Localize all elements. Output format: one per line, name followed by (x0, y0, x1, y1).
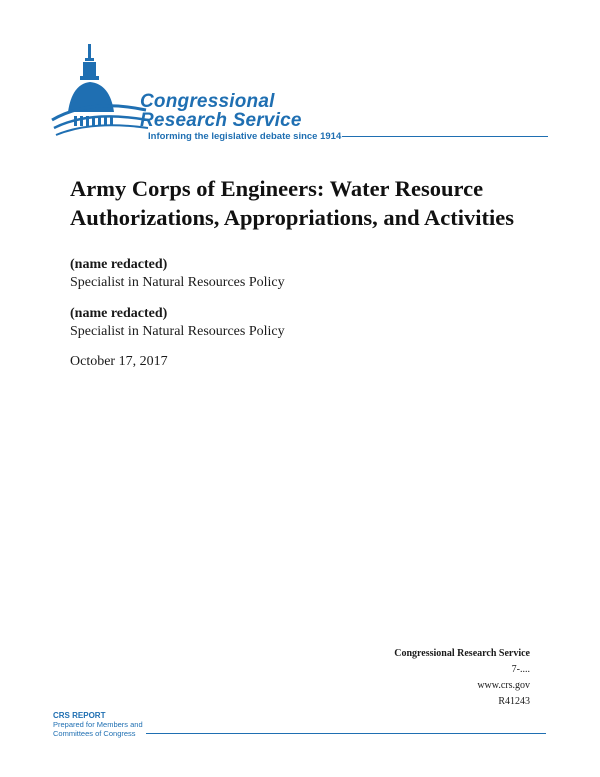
footer-crs-report (53, 711, 143, 738)
footer-line2: Prepared for Members and (53, 720, 143, 729)
author-block-2 (70, 305, 285, 341)
logo-wordmark (140, 92, 302, 130)
logo-tagline: Informing the legislative debate since 1914 (148, 131, 342, 142)
contact-org: Congressional Research Service (394, 648, 530, 659)
author-role: Specialist in Natural Resources Policy (70, 324, 285, 339)
report-number: R41243 (498, 696, 530, 707)
author-name: (name redacted) (70, 257, 168, 272)
author-name: (name redacted) (70, 306, 168, 321)
footer-line3: Committees of Congress (53, 729, 136, 738)
contact-website: www.crs.gov (477, 680, 530, 691)
crs-logo (50, 40, 560, 150)
logo-name-line1: Congressional (140, 91, 275, 112)
report-title: Army Corps of Engineers: Water Resource Authorizations, Appropriations, and Activities (70, 176, 515, 230)
capitol-dome-icon (50, 40, 150, 150)
author-role: Specialist in Natural Resources Policy (70, 275, 285, 290)
logo-rule (342, 136, 548, 137)
contact-block (394, 646, 530, 710)
author-block-1 (70, 256, 285, 292)
footer-rule (146, 733, 546, 734)
contact-phone: 7-.... (511, 664, 530, 675)
logo-name-line2: Research Service (140, 110, 302, 131)
footer-line1: CRS REPORT (53, 711, 106, 720)
report-date: October 17, 2017 (70, 354, 168, 369)
